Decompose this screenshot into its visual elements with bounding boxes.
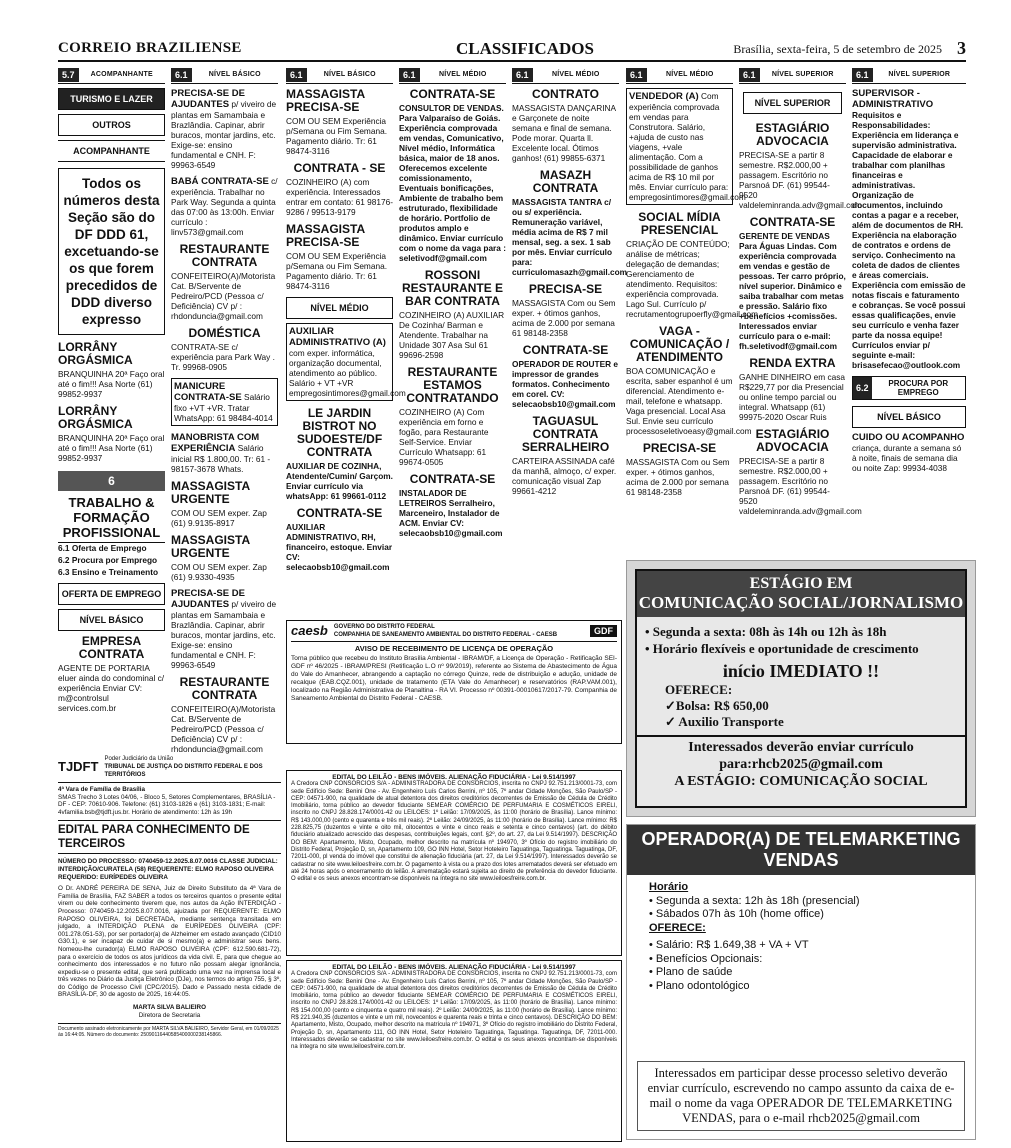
ad-heading: TAGUASUL CONTRATA SERRALHEIRO xyxy=(521,414,610,454)
ad-body: p/ viveiro de plantas em Samambaia e Brazlândia. Capinar, abrir buracos, montar jardins, etc. Exige-se: ensino fundamental e CNH. F: 99963-6549 xyxy=(171,599,277,670)
ad-heading: VAGA - COMUNICAÇÃO / ATENDIMENTO xyxy=(629,324,730,364)
tag-number: 6.1 xyxy=(739,68,760,82)
ad-heading: LORRÂNY ORGÁSMICA xyxy=(58,404,133,431)
ad-heading: RESTAURANTE CONTRATA xyxy=(179,675,270,702)
auxilio: ✓ Auxilio Transporte xyxy=(665,714,784,729)
contact-email: para:rhcb2025@gmail.com xyxy=(719,757,883,772)
procura-box xyxy=(852,376,966,400)
contact-line-1: Interessados deverão enviar currículo xyxy=(688,740,914,755)
ad-body: p/ viveiro de plantas em Samambaia e Brazlândia. Capinar, abrir buracos, montar jardins, etc. Exige-se: ensino fundamental e CNH. F: 99963-6549 xyxy=(171,99,277,170)
ad-body: PRECISA-SE a partir 8 semestre. R$2.000,00 + passagem. Escritório no Parsnoá DF. (61) 99544-9520 valdeleminranda.adv@gmail.com xyxy=(739,150,862,210)
column-1 xyxy=(58,66,165,719)
ad-heading: RESTAURANTE ESTAMOS CONTRATANDO xyxy=(406,365,499,405)
ad-body: AGENTE DE PORTARIA eluer ainda do condominal c/ experiência Enviar CV: m@controlsul services.com.br xyxy=(58,663,165,713)
vara: 4ª Vara de Família de Brasília xyxy=(58,786,146,793)
ad-title-1: ESTÁGIO EM xyxy=(749,575,853,592)
salary: • Salário: R$ 1.649,38 + VA + VT xyxy=(649,939,809,951)
edital-leilao-1 xyxy=(286,770,622,956)
ad-heading: MANICURE CONTRATA-SE xyxy=(174,381,242,403)
tag-number: 6.1 xyxy=(286,68,307,82)
category-outros: OUTROS xyxy=(58,114,165,136)
ad-body: COZINHEIRO (A) Com experiência em forno e fogão, para Restaurante Self-Service. Enviar Currículo Whatsapp: 61 99674-0505 xyxy=(399,407,489,467)
date: Brasília, sexta-feira, 5 de setembro de 2025 xyxy=(733,42,942,56)
subsection: 6.3 Ensino e Treinamento xyxy=(58,567,159,577)
health-plan: • Plano de saúde xyxy=(649,966,733,978)
ad-body: CONFEITEIRO(A)/Motorista Cat. B/Servente de Pedreiro/PCD (Pessoa c/ Deficiência) CV p/ : rhdonduncia@gmail.com xyxy=(171,271,276,321)
column-7 xyxy=(739,66,862,522)
category-acompanhante: ACOMPANHANTE xyxy=(58,140,165,162)
ad-body: COM OU SEM exper. Zap (61) 9.9330-4935 xyxy=(171,562,267,582)
signature-footer: Documento assinado eletronicamente por MARTA SILVA BALIEIRO, Servidor Geral, em 01/09/2025 às 16:44:05. Número do documento: 25090116440585400000238145866. xyxy=(58,1023,281,1038)
ad-heading: DOMÉSTICA xyxy=(188,326,261,340)
column-2 xyxy=(171,66,278,760)
section-tag xyxy=(512,66,619,84)
ad-body: BRANQUINHA 20ª Faço oral até o fim!!! Asa Norte (61) 99852-9937 xyxy=(58,369,165,399)
tag-label: NÍVEL MÉDIO xyxy=(438,71,487,78)
ad-heading: RESTAURANTE CONTRATA xyxy=(179,242,270,269)
ad-body: CRIAÇÃO DE CONTEÚDO; análise de métricas; delegação de demandas; Gerenciamento de atendimento. Requisitos: experiência comprovada. Lago Sul. Currículo p/ recrutamentogrupoerfly@gmail.com xyxy=(626,239,759,319)
signer: MARTA SILVA BALIEIRO xyxy=(133,1004,206,1012)
ad-heading: CONTRATA-SE xyxy=(749,215,836,229)
horario-label: Horário xyxy=(649,881,689,893)
tjdft-logo: TJDFT xyxy=(58,759,99,775)
tjdft-edital xyxy=(58,755,281,1139)
section-tag xyxy=(739,66,846,84)
tag-number: 6.1 xyxy=(512,68,533,82)
tag-number: 6.1 xyxy=(399,68,420,82)
edital-title: EDITAL DO LEILÃO - BENS IMÓVEIS. ALIENAÇÃO FIDUCIÁRIA - Lei 9.514/1997 xyxy=(332,774,576,781)
ad-title-2: COMUNICAÇÃO SOCIAL/JORNALISMO xyxy=(638,593,964,612)
ad-heading: PRECISA-SE DE AJUDANTES xyxy=(171,88,245,110)
ad-body: COM OU SEM Experiência p/Semana ou Fim Semana. Pagamento diário. Tr: 61 98474-3116 xyxy=(286,251,387,291)
ad-heading: MASSAGISTA PRECISA-SE xyxy=(286,87,365,114)
ad-heading: LORRÂNY ORGÁSMICA xyxy=(58,340,133,367)
section-tag xyxy=(171,66,278,84)
column-5 xyxy=(512,66,628,502)
tag-label: NÍVEL SUPERIOR xyxy=(771,71,834,78)
section-title: TRABALHO & FORMAÇÃO PROFISSIONAL xyxy=(62,495,161,540)
address: SMAS Trecho 3 Lotes 04/06, - Bloco 5, Setores Complementares, BRASÍLIA - DF - CEP: 70610-906. Telefone: (61) 3103-1826 e (61) 3103-1831; E-mail: 4vfamilia.bsb@tjdft.jus.br. Horário de atendimento: 12h às 19h xyxy=(58,793,276,816)
ad-body: COZINHEIRO (A) com experiência. Interessados entrar em contato: 61 98176-9286 / 99513-9179 xyxy=(286,177,394,217)
ad-heading: MANOBRISTA COM EXPERIÊNCIA xyxy=(171,432,260,454)
section-tag xyxy=(626,66,733,84)
ad-heading: MASAZH CONTRATA xyxy=(532,168,599,195)
ad-heading: MASSAGISTA URGENTE xyxy=(171,479,250,506)
signer-role: Diretora de Secretaria xyxy=(138,1011,201,1019)
notice-title: AVISO DE RECEBIMENTO DE LICENÇA DE OPERAÇÃO xyxy=(354,644,554,653)
company-name: COMPANHIA DE SANEAMENTO AMBIENTAL DO DISTRITO FEDERAL - CAESB xyxy=(333,632,558,638)
ad-body: AUXILIAR ADMINISTRATIVO, RH, financeiro, estoque. Enviar CV: selecaobsb10@gmail.com xyxy=(286,522,393,572)
ad-heading: CONTRATA-SE xyxy=(522,343,609,357)
ad-body: c/ experiência. Trabalhar no Park Way. Segunda a quinta das 07:00 às 13:00h. Enviar currículo : linv573@gmail.com xyxy=(171,176,278,237)
ad-body: COM OU SEM exper. Zap (61) 9.9135-8917 xyxy=(171,508,267,528)
tribunal-name: TRIBUNAL DE JUSTIÇA DO DISTRITO FEDERAL E DOS TERRITÓRIOS xyxy=(104,764,263,778)
imediato: início IMEDIATO !! xyxy=(722,661,880,681)
ad-heading: BABÁ CONTRATA-SE xyxy=(171,176,269,187)
ad-body: BRANQUINHA 20ª Faço oral até o fim!!! Asa Norte (61) 99852-9937 xyxy=(58,433,165,463)
column-4 xyxy=(399,66,506,544)
tag-label: NÍVEL MÉDIO xyxy=(551,71,600,78)
ad-heading: SUPERVISOR - ADMINISTRATIVO xyxy=(852,88,934,110)
ad-body: AUXILIAR DE COZINHA, Atendente/Cumin/ Garçom. Enviar currículo via whatsApp: 61 99661-0112 xyxy=(286,461,393,501)
bolsa: ✓Bolsa: R$ 650,00 xyxy=(665,698,769,713)
column-3 xyxy=(286,66,406,578)
ad-body: PRECISA-SE a partir 8 semestre. R$2.000,00 + passagem. Escritório no Parsnoá DF. (61) 99544-9520 valdeleminranda.adv@gmail.com xyxy=(739,456,862,516)
ad-heading: SOCIAL MÍDIA PRESENCIAL xyxy=(638,210,721,237)
ad-body: COM OU SEM Experiência p/Semana ou Fim Semana. Pagamento diário. Tr: 61 98474-3116 xyxy=(286,116,387,156)
edital-title: EDITAL PARA CONHECIMENTO DE TERCEIROS xyxy=(58,820,281,854)
oferece-label: OFERECE: xyxy=(649,921,706,934)
gov-name: GOVERNO DO DISTRITO FEDERAL xyxy=(333,624,435,630)
nivel-basico-box: NÍVEL BÁSICO xyxy=(58,609,165,631)
edital-body: A Credora CNP CONSÓRCIOS S/A - ADMINISTRADORA DE CONSÓRCIOS, inscrita no CNPJ 92.751.213/0001-73, com sede Edifício Sede: Benini One - Av. Engenheiro Luís Carlos Berrini, nº 105, 7º andar Cidade Monções, São Paulo/SP - CEP: 04571-900, na qualidade de atual detentora dos direitos creditórios decorrentes de Emissão de Cédula de Crédito Imobiliário, torna público ao devedor fiduciante SEMEAR COMÉRCIO DE PERFUMARIA E COSMÉTICOS EIRELI, inscrito no CNPJ 28.828.174/0001-42 ou LEILOES: 1º Leilão: 17/09/2025, às 11:00 (horário de Brasília). Lance mínimo: R$ 154.000,00 (cento e cinquenta e quatro mil reais). 2º Leilão: 24/09/2025, às 11:00 (horário de Brasília). Lance mínimo: R$ 221.940,35 (duzentos e vinte e um mil, novecentos e quarenta reais e trinta e cinco centavos). DESCRIÇÃO DO BEM: Apartamento, Misto, Ocupado, melhor descrito na matrícula nº 194971, 3º Ofício do registro imobiliário do Distrito Federal, Projeção D, sn, Apartamento 111, GO INN Hotel, Setor Hoteleiro Taguatinga, Taguatinga. Taguatinga, DF, 72011-000. Interessados deverão se cadastrar no site www.leiloesfreire.com.br. O edital e os seus anexos encontram-se disponíveis na íntegra no site www.leiloesfreire.com.br. xyxy=(291,971,617,1051)
ad-heading: VENDEDOR (A) xyxy=(629,91,699,102)
section-tag xyxy=(852,66,966,84)
page-number: 3 xyxy=(957,38,966,58)
telemarketing-ad xyxy=(626,824,976,1140)
ad-body: MASSAGISTA TANTRA c/ ou s/ experiência. Remuneração variável, média acima de R$ 7 mil mensal, seg. a sex. 1 sab por mês. Enviar currículo para: curriculomasazh@gmail.com xyxy=(512,197,628,277)
tag-label: PROCURA POR EMPREGO xyxy=(888,379,949,397)
ad-heading: PRECISA-SE xyxy=(528,282,603,296)
ad-body: GANHE DINHEIRO em casa R$229,77 por dia Presencial ou online tempo parcial ou integral. Whatsapp (61) 99975-2020 Oscar Ruis xyxy=(739,372,846,422)
newspaper-name: CORREIO BRAZILIENSE xyxy=(58,40,242,56)
ad-body: MASSAGISTA DANÇARINA e Garçonete de noite semana e final de semana. Pode morar. Quarta ll. Excelente local. Ótimos ganhos! (61) 99855-6371 xyxy=(512,103,616,163)
tag-number: 6.1 xyxy=(626,68,647,82)
ad-body: Salário inicial R$ 1.800,00. Tr: 61 - 98157-3678 Whats. xyxy=(171,443,271,474)
section-tag xyxy=(286,66,393,84)
ad-heading: CONTRATA - SE xyxy=(293,161,386,175)
ad-body: OPERADOR DE ROUTER e impressor de grandes formatos. Conhecimento em corel. CV: selecaobsb10@gmail.com xyxy=(512,359,619,409)
section-title: CLASSIFICADOS xyxy=(456,39,594,58)
ad-body: Com experiência comprovada em vendas para Construtora. Salário, +ajuda de custo nas viagens, +vale alimentação. Com a possibilidade de ganhos acima de R$ 10 mil por mês. Enviar currículo para: empregosintimores@gmail.com xyxy=(629,91,746,202)
ad-heading: MASSAGISTA URGENTE xyxy=(171,533,250,560)
tag-label: ACOMPANHANTE xyxy=(90,71,153,78)
nivel-superior-box: NÍVEL SUPERIOR xyxy=(743,92,842,114)
ad-body: com exper. informática, organização documental, atendimento ao público. Salário + VT +VR empregosintimores@gmail.com xyxy=(289,348,406,398)
column-6 xyxy=(626,66,759,503)
schedule: • Segunda a sexta: 08h às 14h ou 12h às 18h xyxy=(645,624,887,639)
ad-heading: ESTAGIÁRIO ADVOCACIA xyxy=(755,427,830,454)
ad-heading: CONTRATA-SE xyxy=(296,506,383,520)
estagio-ad xyxy=(626,560,976,817)
benefits: • Benefícios Opcionais: xyxy=(649,952,763,965)
contact-subject: A ESTÁGIO: COMUNICAÇÃO SOCIAL xyxy=(674,774,928,789)
ad-title: OPERADOR(A) DE TELEMARKETING VENDAS xyxy=(627,825,975,875)
column-8 xyxy=(852,66,966,479)
ad-heading: CONTRATA-SE xyxy=(409,87,496,101)
org-name: Poder Judiciário da União xyxy=(104,756,174,762)
ad-heading: LE JARDIN BISTROT NO SUDOESTE/DF CONTRATA xyxy=(296,406,383,459)
category-turismo: TURISMO E LAZER xyxy=(58,88,165,110)
notice-body: Torna público que recebeu do Instituto Brasília Ambiental - IBRAM/DF, a Licença de Operação - Retificação SEI-GDF nº 46/2025 - IBRAM/PRESI (Retificação L.O nº 99/2019), referente ao Sistema de Abastecimento de Água do Vale do Amanhecer, abrangendo a captação no córrego Quinze, rede de distribuição e adução, unidade de recalque (EAB.CQZ.001), unidade de tratamento (ETA Vale do Amanhecer) e reservatórios (RAP.VAM.001), localizado na Região Administrativa de Planaltina - RA VI. Processo nº 00391-00010617/2017-79. Companhia de Saneamento Ambiental do Distrito Federal - CAESB. xyxy=(291,655,617,702)
ad-heading: MASSAGISTA PRECISA-SE xyxy=(286,222,365,249)
nivel-basico-box: NÍVEL BÁSICO xyxy=(852,406,966,428)
tag-number: 6.2 xyxy=(853,377,872,399)
ad-body: CARTEIRA ASSINADA café da manhã, almoço, c/ exper. comunicação visual Zap 99661-4212 xyxy=(512,456,617,496)
ad-body: Salário fixo +VT +VR. Tratar WhatsApp: 61 98484-4014 xyxy=(174,392,273,423)
ad-body: MASSAGISTA Com ou Sem exper. + ótimos ganhos, acima de 2.000 por semana 61 98148-2358 xyxy=(626,457,730,497)
edital-title: EDITAL DO LEILÃO - BENS IMÓVEIS. ALIENAÇÃO FIDUCIÁRIA - Lei 9.514/1997 xyxy=(332,964,576,971)
ad-heading: CONTRATA-SE xyxy=(409,472,496,486)
schedule-1: • Segunda a sexta: 12h às 18h (presencial) xyxy=(649,894,860,907)
gdf-logo: GDF xyxy=(590,625,617,637)
ad-heading: CONTRATO xyxy=(532,87,599,101)
flex-hours: • Horário flexíveis e oportunidade de crescimento xyxy=(645,641,919,656)
ddd-notice: Todos os números desta Seção são do DF DDD 61, excetuando-se os que forem precedidos de DDD diverso expresso xyxy=(58,168,165,335)
edital-body: O Dr. ANDRÉ PEREIRA DE SENA, Juiz de Direito Substituto da 4ª Vara de Família de Brasília, FAZ SABER a todos os terceiros quantos o presente edital virem ou dele conhecimento tiverem que, nos autos da Ação INTERDIÇÃO - Processo: 0740459-12.2025.8.07.0016, ajuizada por REQUERENTE: ELMO RAPOSO OLIVEIRA, foi DECRETADA, mediante sentença transitada em julgado, a INTERDIÇÃO PLENA de EURÍPEDES OLIVEIRA (CPF: 001.278.051-53), por ser portador(a) de Alzheimer em estado avançado (CID10 G30.1), e ser incapaz de cuidar de si mesmo(a) e administrar seus bens. Nomeou-lhe curador(a) ELMO RAPOSO OLIVEIRA (CPF: 612.590.681-72), para o exercício de todos os atos jurídicos da vida civil. E, para que chegue ao conhecimento dos interessados e no futuro não possam alegar ignorância, expediu-se o presente edital, que será publicado uma vez na imprensa local e três vezes no Diário da Justiça Eletrônico (DJe), nos termos do artigo 755, § 3º, do Código de Processo Civil (CPC/2015). Dado e Passado nesta cidade de BRASÍLIA-DF, 30 de agosto de 2025, 16:44:05. xyxy=(58,885,281,999)
section-tag xyxy=(399,66,506,84)
ad-body: INSTALADOR DE LETREIROS Serralheiro, Marceneiro, Instalador de ACM. Enviar CV: selecaobsb10@gmail.com xyxy=(399,488,503,538)
ad-heading: CUIDO OU ACOMPANHO xyxy=(852,432,965,443)
ad-heading: PRECISA-SE DE AJUDANTES xyxy=(171,588,245,610)
tag-label: NÍVEL BÁSICO xyxy=(208,71,261,78)
page-header xyxy=(58,38,966,62)
ad-body: CONTRATA-SE c/ experiência para Park Way . Tr. 99968-0905 xyxy=(171,342,275,372)
ad-heading: EMPRESA CONTRATA xyxy=(78,634,145,661)
subsection: 6.1 Oferta de Emprego xyxy=(58,542,165,553)
ad-body: GERENTE DE VENDAS Para Águas Lindas. Com experiência comprovada em vendas e gestão de pessoas. Ter carro próprio, nível superior. Dinâmico e saiba trabalhar com metas e pressão. Salário fixo +benefícios +comissões. Interessados enviar currículo para o e-mail: fh.seletivodf@gmail.com xyxy=(739,231,846,351)
section-number: 6 xyxy=(58,471,165,491)
ad-body: criança, durante a semana só à noite, finais de semana dia ou noite Zap: 99934-4038 xyxy=(852,443,962,473)
ad-heading: AUXILIAR ADMINISTRATIVO (A) xyxy=(289,326,386,348)
schedule-2: • Sábados 07h às 10h (home office) xyxy=(649,908,824,920)
tag-number: 6.1 xyxy=(852,68,873,82)
oferece-label: OFERECE: xyxy=(665,682,733,697)
tag-number: 5.7 xyxy=(58,68,79,82)
caesb-notice xyxy=(286,620,622,744)
caesb-logo: caesb xyxy=(291,623,328,638)
ad-body: COZINHEIRO (A) AUXILIAR De Cozinha/ Barman e Atendente. Trabalhar na Unidade 307 Asa Sul 61 99696-2598 xyxy=(399,310,505,360)
tag-label: NÍVEL SUPERIOR xyxy=(888,71,951,78)
ad-heading: RENDA EXTRA xyxy=(749,356,836,370)
ad-body: MASSAGISTA Com ou Sem exper. + ótimos ganhos, acima de 2.000 por semana 61 98148-2358 xyxy=(512,298,616,338)
edital-body: A Credora CNP CONSÓRCIOS S/A - ADMINISTRADORA DE CONSÓRCIOS, inscrita no CNPJ 92.751.213/0001-73, com sede Edifício Sede: Benini One - Av. Engenheiro Luís Carlos Berrini, nº 105, 7º andar Cidade Monções, São Paulo/SP - CEP: 04571-900, na qualidade de atual detentora dos direitos creditórios decorrentes de Emissão de Cédula de Crédito Imobiliário, torna público ao devedor fiduciante SEMEAR COMÉRCIO DE PERFUMARIA E COSMÉTICOS EIRELI, inscrito no CNPJ 28.828.174/0001-42 ou LEILOES: 1º Leilão: 17/09/2025, às 11:00 (horário de Brasília). Lance mínimo: R$ 143.000,00 (cento e quarenta e três mil reais). 2º Leilão: 24/09/2025, às 11:00 (horário de Brasília). Lance mínimo: R$ 228.825,75 (duzentos e vinte e oito mil, oitocentos e vinte e cinco reais e setenta e cinco centavos) (art. do débito fiduciário atualizado acrescido das despesas, contribuições legais, conf. §2º, do art. 27, da Lei 9.514/1997). DESCRIÇÃO DO BEM: Apartamento, Misto, Ocupado, melhor descrito na matrícula nº 194970, 3º Ofício do registro imobiliário do Distrito Federal, Projeção D, sn, Apartamento 109, GO INN Hotel, Setor Hoteleiro Taguatinga, Taguatinga. Taguatinga, DF, 72011-000, pl venda do imóvel que constitui de alienação fiduciária (art. 27, da Lei 9.514/1997). Interessados deverão se cadastrar no site www.leiloesfreire.com.br. O pagamento à vista ou a prazo dos lotes arrematados deverá ser efetuado em até 24 horas após o encerramento do leilão. A arrematação estará sujeita ao direito de preferência do devedor fiduciante. O edital e os seus anexos encontram-se disponíveis na íntegra no site www.leiloesfreire.com.br. xyxy=(291,781,617,883)
contact-info: Interessados em participar desse processo seletivo deverão enviar currículo, escrevendo no campo assunto da caixa de e-mail o nome da vaga OPERADOR DE TELEMARKETING VENDAS, para o e-mail rhcb2025@gmail.com xyxy=(637,1061,965,1131)
dental-plan: • Plano odontológico xyxy=(649,979,750,992)
ad-body: Requisitos e Responsabilidades: Experiência em liderança e supervisão administrativa. Capacidade de elaborar e trabalhar com planilhas financeiras e administrativas. Organização de documentos, incluindo contas a pagar e a receber, além de documentos de RH. Experiência na elaboração de contratos e ordens de serviço. Conhecimento na coleta de dados de clientes e áreas comerciais. Experiência com emissão de notas fiscais e faturamento e cobranças. Se você possui essas qualificações, envie seu currículo e venha fazer parte da nossa equipe! Currículos enviar p/ seguinte e-mail: brisasefecao@outlook.com xyxy=(852,110,966,370)
subsection: 6.2 Procura por Emprego xyxy=(58,555,158,565)
ad-heading: ESTAGIÁRIO ADVOCACIA xyxy=(755,121,830,148)
ad-heading: ROSSONI RESTAURANTE E BAR CONTRATA xyxy=(401,268,504,308)
tag-number: 6.1 xyxy=(171,68,192,82)
tag-label: NÍVEL BÁSICO xyxy=(323,71,376,78)
ad-heading: PRECISA-SE xyxy=(642,441,717,455)
tag-label: NÍVEL MÉDIO xyxy=(665,71,714,78)
ad-body: BOA COMUNICAÇÃO e escrita, saber espanhol é um diferencial. Atendimento e-mail, telefone e whatsapp. Vaga presencial. Local Asa Sul. Envie seu currículo processoseletivoeasy@gmail.com xyxy=(626,366,752,436)
ad-body: CONSULTOR DE VENDAS. Para Valparaíso de Goiás. Experiência comprovada em vendas, Comunicativo, Nível médio, Informática básica, maior de 18 anos. Oferecemos excelente comissionamento, Eventuais bonificações, Ambiente de trabalho bem estruturado, flexibilidade de horário. Portfolio de produtos amplo e dinâmico. Enviar currículo com o nome da vaga para : seletivodf@gmail.com xyxy=(399,103,506,263)
ad-body: CONFEITEIRO(A)/Motorista Cat. B/Servente de Pedreiro/PCD (Pessoa c/ Deficiência) CV p/ : rhdonduncia@gmail.com xyxy=(171,704,276,754)
nivel-medio-box: NÍVEL MÉDIO xyxy=(286,297,393,319)
section-tag xyxy=(58,66,165,84)
process-info: NÚMERO DO PROCESSO: 0740459-12.2025.8.07.0016 CLASSE JUDICIAL: INTERDIÇÃO/CURATELA (58) REQUERENTE: ELMO RAPOSO OLIVEIRA REQUERIDO: EURÍPEDES OLIVEIRA xyxy=(58,858,278,881)
oferta-box: OFERTA DE EMPREGO xyxy=(58,583,165,605)
edital-leilao-2 xyxy=(286,960,622,1142)
